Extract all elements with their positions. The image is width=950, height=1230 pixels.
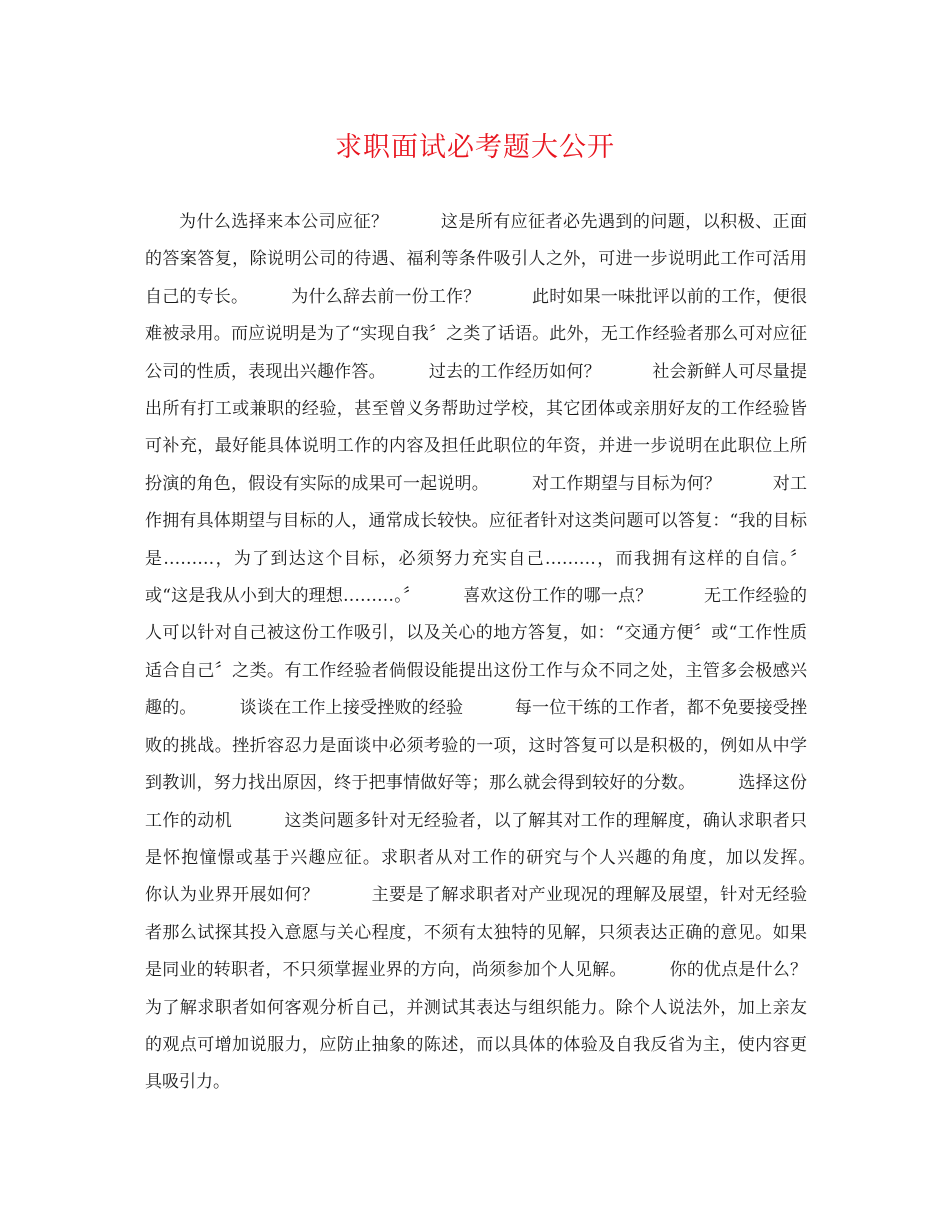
- document-body-paragraph: 为什么选择来本公司应征？ 这是所有应征者必先遇到的问题，以积极、正面的答案答复，除说明公司的待遇、福利等条件吸引人之外，可进一步说明此工作可活用自己的专长。 为什么辞去前一份工作？ 此时如果一味批评以前的工作，便很难被录用。而应说明是为了“实现自我〞之类了话语。此外，无工作经验者那么可对应征公司的性质，表现出兴趣作答。 过去的工作经历如何？ 社会新鲜人可尽量提出所有打工或兼职的经验，甚至曾义务帮助过学校，其它团体或亲朋好友的工作经验皆可补充，最好能具体说明工作的内容及担任此职位的年资，并进一步说明在此职位上所扮演的角色，假设有实际的成果可一起说明。 对工作期望与目标为何？ 对工作拥有具体期望与目标的人，通常成长较快。应征者针对这类问题可以答复：“我的目标是………，为了到达这个目标，必须努力充实自己………，而我拥有这样的自信。〞或“这是我从小到大的理想………。〞 喜欢这份工作的哪一点？ 无工作经验的人可以针对自己被这份工作吸引，以及关心的地方答复，如：“交通方便〞或“工作性质适合自己〞之类。有工作经验者倘假设能提出这份工作与众不同之处，主管多会极感兴趣的。 谈谈在工作上接受挫败的经验 每一位干练的工作者，都不免要接受挫败的挑战。挫折容忍力是面谈中必须考验的一项，这时答复可以是积极的，例如从中学到教训，努力找出原因，终于把事情做好等；那么就会得到较好的分数。 选择这份工作的动机 这类问题多针对无经验者，以了解其对工作的理解度，确认求职者只是怀抱憧憬或基于兴趣应征。求职者从对工作的研究与个人兴趣的角度，加以发挥。 你认为业界开展如何？ 主要是了解求职者对产业现况的理解及展望，针对无经验者那么试探其投入意愿与关心程度，不须有太独特的见解，只须表达正确的意见。如果是同业的转职者，不只须掌握业界的方向，尚须参加个人见解。 你的优点是什么？ 为了解求职者如何客观分析自己，并测试其表达与组织能力。除个人说法外，加上亲友的观点可增加说服力，应防止抽象的陈述，而以具体的体验及自我反省为主，使内容更具吸引力。: [145, 212, 858, 1093]
- document-title: 求职面试必考题大公开: [335, 132, 615, 163]
